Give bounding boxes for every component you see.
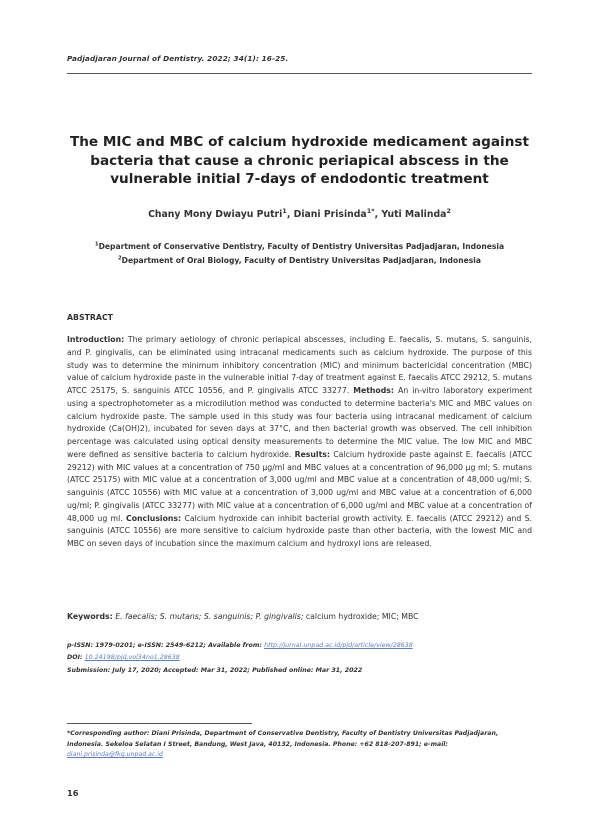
article-title [67,133,532,189]
intro-text: The primary aetiology of chronic periapical abscesses, including E. faecalis, S. mutans, S. sanguinis, and P. gingivalis, can be eliminated using intracanal medicaments such as calcium hydroxide. The purpose of this study was to determine the minimum inhibitory concentration (MIC) and minimum bactericidal concentration (MBC) value of calcium hydroxide paste in the vulnerable initial 7-day of treatment against E. faecalis ATCC 29212, S. mutans ATCC 25175, S. sanguinis ATCC 10556, and P. gingivalis ATCC 33277. [67,335,532,395]
doi-link[interactable]: 10.24198/pjd.vol34no1.28638 [84,654,180,662]
publication-info [67,640,532,677]
results-text: Calcium hydroxide paste against E. faecalis (ATCC 29212) with MIC values at a concentration of 750 µg/ml and MBC values at a concentration of 96,000 µg ml; S. mutans (ATCC 25175) with MIC value at a concentration of 3,000 ug/ml and MBC value at a concentration of 48,000 ug/ml; S. sanguinis (ATCC 10556) with MIC value at a concentration of 3,000 ug/ml and MBC value at a concentration of 6,000 ug/ml; P. gingivalis (ATCC 33277) with MIC value at a concentration of 6,000 ug/ml and MBC value at a concentration of 48,000 ug ml. [67,449,532,523]
title-line: The MIC and MBC of calcium hydroxide medicament against [69,134,529,150]
conclusions-label: Conclusions: [126,513,182,523]
affiliation-mark: 1 [94,241,99,248]
author-affiliation-mark: 1 [282,206,287,215]
header-divider [67,73,532,74]
journal-reference: Padjadjaran Journal of Dentistry. 2022; 34(1): 16-25. [67,54,289,63]
issn-line [67,640,532,652]
keywords-label: Keywords: [67,612,113,621]
author-list: Chany Mony Dwiayu Putri$^1$, Diani Prisinda$^{1*}$, Yuti Malinda$^2$ [148,206,451,220]
keywords-rest: calcium hydroxide; MIC; MBC [305,612,419,621]
corresponding-author-footnote [67,729,532,761]
author-affiliation-mark: 2 [446,206,451,215]
conclusions-text: Calcium hydroxide can inhibit bacterial growth activity. E. faecalis (ATCC 29212) and S. sanguinis (ATCC 10556) are more sensitive to calcium hydroxide paste than other bacteria, with the lowest MIC and MBC on seven days of incubation since the maximum calcium and hydroxyl ions are released. [67,513,532,548]
abstract-body [67,334,532,551]
affiliation [67,240,532,254]
article-url-link[interactable]: http://jurnal.unpad.ac.id/pjd/article/view/28638 [264,642,413,649]
methods-text: An in-vitro laboratory experiment using a spectrophotometer as a microdilution method was conducted to determine bacteria's MIC and MBC values on calcium hydroxide paste. The sample used in this study was four bacteria using intracanal medicament of calcium hydroxide (Ca(OH)2), incubated for seven days at 37°C, and then bacterial growth was observed. The cell inhibition percentage was calculated using optical density measurements to determine the MIC value. The low MIC and MBC were defined as sensitive bacteria to calcium hydroxide. [67,386,533,459]
affiliation-list [67,240,532,268]
affiliation [67,254,532,268]
footnote-divider [67,723,252,724]
intro-label: Introduction: [67,335,125,344]
submission-dates: Submission: July 17, 2020; Accepted: Mar 31, 2022; Published online: Mar 31, 2022 [67,666,363,674]
author-affiliation-mark: 1* [366,206,375,215]
title-line: vulnerable initial 7-days of endodontic treatment [110,171,489,187]
affiliation-text: Department of Oral Biology, Faculty of Dentistry Universitas Padjadjaran, Indonesia [121,256,482,265]
doi-line [67,652,532,664]
author-name: Diani Prisinda [293,209,367,220]
keywords [67,612,532,621]
methods-label: Methods: [353,386,395,395]
author-email-link[interactable]: diani.prisinda@fkg.unpad.ac.id [67,751,163,759]
doi-label: DOI: [67,654,83,662]
footnote-text: *Corresponding author: Diani Prisinda, Department of Conservative Dentistry, Faculty of Dentistry Universitas Padjadjaran, Indonesia. Sekeloa Selatan I Street, Bandung, West Java, 40132, Indonesia. Phone: +62 818-207-891; e-mail: [67,730,499,748]
affiliation-text: Department of Conservative Dentistry, Faculty of Dentistry Universitas Padjadjaran, Indonesia [98,242,505,251]
author-name: Yuti Malinda [381,209,447,220]
affiliation-mark: 2 [117,255,122,262]
title-line: bacteria that cause a chronic periapical abscess in the [90,152,509,169]
abstract-heading: ABSTRACT [67,313,113,322]
page-number: 16 [67,788,79,798]
results-label: Results: [294,449,331,459]
keywords-species: E. faecalis; S. mutans; S. sanguinis; P. gingivalis; [115,612,304,621]
issn-text: p-ISSN: 1979-0201; e-ISSN: 2549-6212; Available from: [67,642,262,649]
author-name: Chany Mony Dwiayu Putri [148,209,283,220]
